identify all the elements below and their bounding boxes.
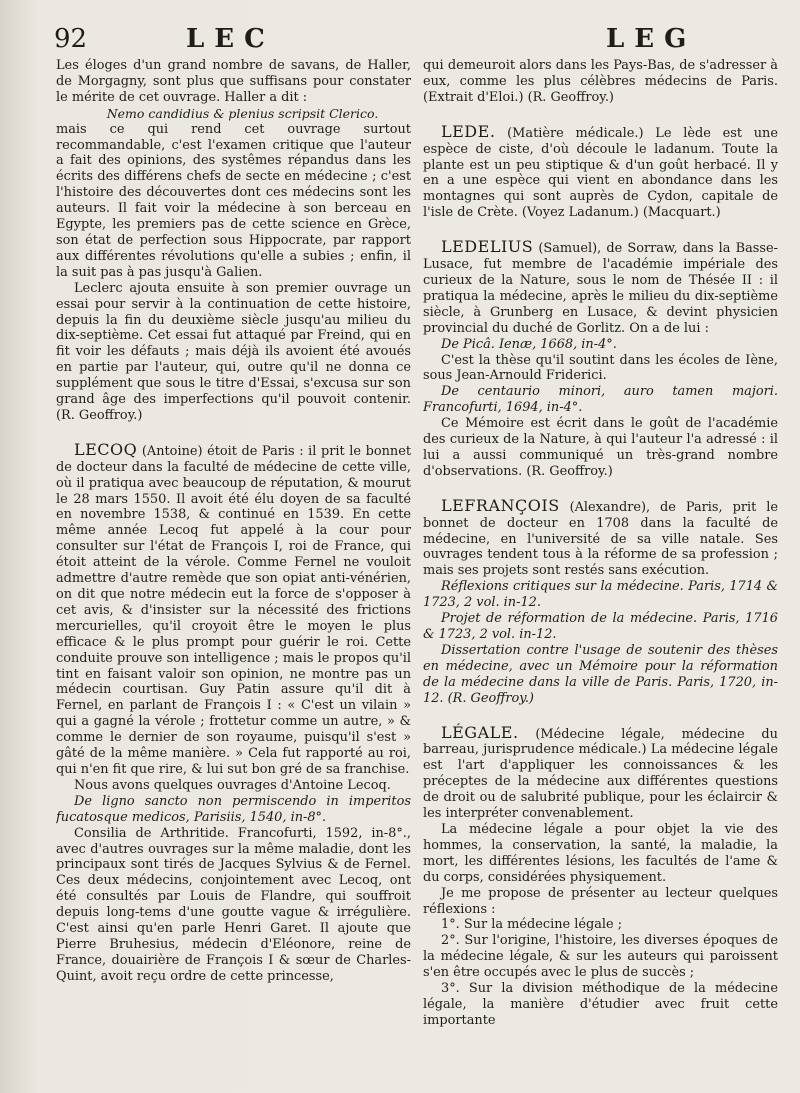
- headword-legale: LÉGALE.: [441, 722, 519, 742]
- entry-legale: [423, 722, 778, 822]
- paragraph: La médecine légale a pour objet la vie des hommes, la conservation, la santé, la maladie, la mort, les différentes lésions, les facultés de l'ame & du corps, considérées physiquement.: [423, 821, 778, 885]
- headword-lecoq: LECOQ: [74, 439, 138, 459]
- text-columns: [56, 58, 778, 1086]
- right-column: [423, 58, 778, 1086]
- page-header: [56, 14, 778, 58]
- entry-body: (Antoine) étoit de Paris : il prit le bonnet de docteur dans la faculté de médecine de cette ville, où il pratiqua avec beaucoup de réputation, & mourut le 28 mars 1550. Il avoit été élu doyen de sa faculté en novembre 1538, & continué en 1539. En cette même année Lecoq fut appelé à la cour pour consulter sur l'état de François I, roi de France, qui étoit atteint de la vérole. Comme Fernel ne vouloit admettre d'autre remède que son opiat anti-vénérien, on dit que notre médecin eut la force de s'opposer à cet avis, & d'insister sur la nécessité des frictions mercurielles, qu'il croyoit être le moyen le plus efficace & le plus prompt pour guérir le roi. Cette conduite prouve son intelligence ; mais le propos qu'il tint en faisant valoir son opinion, ne montre pas un médecin courtisan. Guy Patin assure qu'il dit à Fernel, en parlant de François I : « C'est un vilain » qui a gagné la vérole ; frottetur comme un autre, » & comme le dernier de son royaume, puisqu'il s'est » gâté de la même manière. » Cela fut rapporté au roi, qui n'en fit que rire, & lui sut bon gré de sa franchise.: [56, 443, 411, 777]
- entry-body: (Samuel), de Sorraw, dans la Basse-Lusace, fut membre de l'académie impériale des curieux de la Nature, sous le nom de Thésée II : il pratiqua la médecine, après le milieu du dix-septième siècle, à Grunberg en Lusace, & devint physicien provincial du duché de Gorlitz. On a de lui :: [423, 241, 778, 336]
- paragraph: Je me propose de présenter au lecteur quelques réflexions :: [423, 885, 778, 917]
- latin-motto: Nemo candidius & plenius scripsit Clerico.: [106, 105, 379, 121]
- entry-ledelius: [423, 239, 778, 336]
- paragraph: C'est la thèse qu'il soutint dans les écoles de Iène, sous Jean-Arnould Friderici.: [423, 352, 778, 384]
- headword-lefrancois: LEFRANÇOIS: [441, 495, 560, 515]
- running-head-left: LEC: [186, 24, 275, 54]
- work-title: De ligno sancto non permiscendo in imperitos fucatosque medicos, Parisiis, 1540, in-8°.: [56, 793, 411, 825]
- paragraph: Les éloges d'un grand nombre de savans, de Haller, de Morgagny, sont plus que suffisans pour constater le mérite de cet ouvrage. Haller a dit :: [56, 58, 411, 105]
- paragraph: Leclerc ajouta ensuite à son premier ouvrage un essai pour servir à la continuation de cette histoire, depuis la fin du deuxième siècle jusqu'au milieu du dix-septième. Cet essai fut attaqué par Freind, qui en fit voir les défauts ; mais déjà ils avoient été avoués en partie par l'auteur, qui, outre qu'il ne donna ce supplément que sous le titre d'Essai, s'excusa sur son grand âge des imperfections qu'il pouvoit contenir. (R. Geoffroy.): [56, 280, 411, 423]
- running-head-right: LEG: [606, 24, 697, 54]
- entry-lede: [423, 121, 778, 221]
- paragraph: mais ce qui rend cet ouvrage surtout recommandable, c'est l'examen critique que l'auteur a fait des opinions, des systêmes répandus dans les écrits des différens chefs de secte en médecine ; c'est l'histoire des découvertes dont ces médecins sont les auteurs. Il fait voir la médecine à son berceau en Egypte, les premiers pas de cette science en Grèce, son état de perfection sous Hippocrate, par rapport aux différentes révolutions qu'elle a subies ; enfin, il la suit pas à pas jusqu'à Galien.: [56, 121, 411, 280]
- work-title: Dissertation contre l'usage de soutenir des thèses en médecine, avec un Mémoire pour la réformation de la médecine dans la ville de Paris. Paris, 1720, in-12. (R. Geoffroy.): [423, 642, 778, 706]
- entry-lecoq: [56, 439, 411, 778]
- work-title: Projet de réformation de la médecine. Paris, 1716 & 1723, 2 vol. in-12.: [423, 611, 778, 642]
- entry-lefrancois: [423, 495, 778, 580]
- paragraph: qui demeuroit alors dans les Pays-Bas, de s'adresser à eux, comme les plus célèbres médecins de Paris. (Extrait d'Eloi.) (R. Geoffroy.): [423, 58, 778, 105]
- headword-lede: LEDE.: [441, 121, 496, 141]
- page-number: 92: [54, 24, 88, 54]
- list-item: 3°. Sur la division méthodique de la médecine légale, la manière d'étudier avec fruit cette importante: [423, 981, 778, 1028]
- paragraph: Ce Mémoire est écrit dans le goût de l'académie des curieux de la Nature, à qui l'auteur l'a adressé : il lui a aussi communiqué un très-grand nombre d'observations. (R. Geoffroy.): [423, 416, 778, 479]
- headword-ledelius: LEDELIUS: [441, 237, 534, 257]
- paragraph: Nous avons quelques ouvrages d'Antoine Lecoq.: [74, 777, 391, 793]
- list-item: 1°. Sur la médecine légale ;: [441, 917, 623, 933]
- entry-body: (Alexandre), de Paris, prit le bonnet de docteur en 1708 dans la faculté de médecine, en l'université de sa ville natale. Ses ouvrages tendent tous à la réforme de sa profession ; mais ses projets sont restés sans exécution.: [423, 499, 778, 579]
- entry-body: (Matière médicale.) Le lède est une espèce de ciste, d'où découle le ladanum. Toute la plante est un peu stiptique & d'un goût herbacé. Il y en a une espèce qui vient en abondance dans les montagnes qui sont auprès de Cydon, capitale de l'isle de Crète. (Voyez Ladanum.) (Macquart.): [423, 125, 778, 221]
- list-item: 2°. Sur l'origine, l'histoire, les diverses époques de la médecine légale, & sur les auteurs qui paroissent s'en être occupés avec le plus de succès ;: [423, 933, 778, 981]
- paragraph: Consilia de Arthritide. Francofurti, 1592, in-8°., avec d'autres ouvrages sur la même maladie, dont les principaux sont tirés de Jacques Sylvius & de Fernel. Ces deux médecins, conjointement avec Lecoq, ont été consultés par Louis de Flandre, qui souffroit depuis long-tems d'une goutte vague & irrégulière. C'est ainsi qu'en parle Henri Garet. Il ajoute que Pierre Bruhesius, médecin d'Eléonore, reine de France, douairière de François I & sœur de Charles-Quint, avoit reçu ordre de cette princesse,: [56, 825, 411, 984]
- work-title: De centaurio minori, auro tamen majori. Francofurti, 1694, in-4°.: [423, 384, 778, 416]
- work-title: Réflexions critiques sur la médecine. Paris, 1714 & 1723, 2 vol. in-12.: [423, 579, 778, 611]
- work-title: De Picâ. Ienæ, 1668, in-4°.: [441, 336, 617, 352]
- entry-body: (Médecine légale, médecine du barreau, jurisprudence médicale.) La médecine légale est l'art d'appliquer les connoissances & les préceptes de la médecine aux différentes questions de droit ou de salubrité publique, pour les éclaircir & les interpréter convenablement.: [423, 726, 778, 822]
- left-column: [56, 58, 411, 1086]
